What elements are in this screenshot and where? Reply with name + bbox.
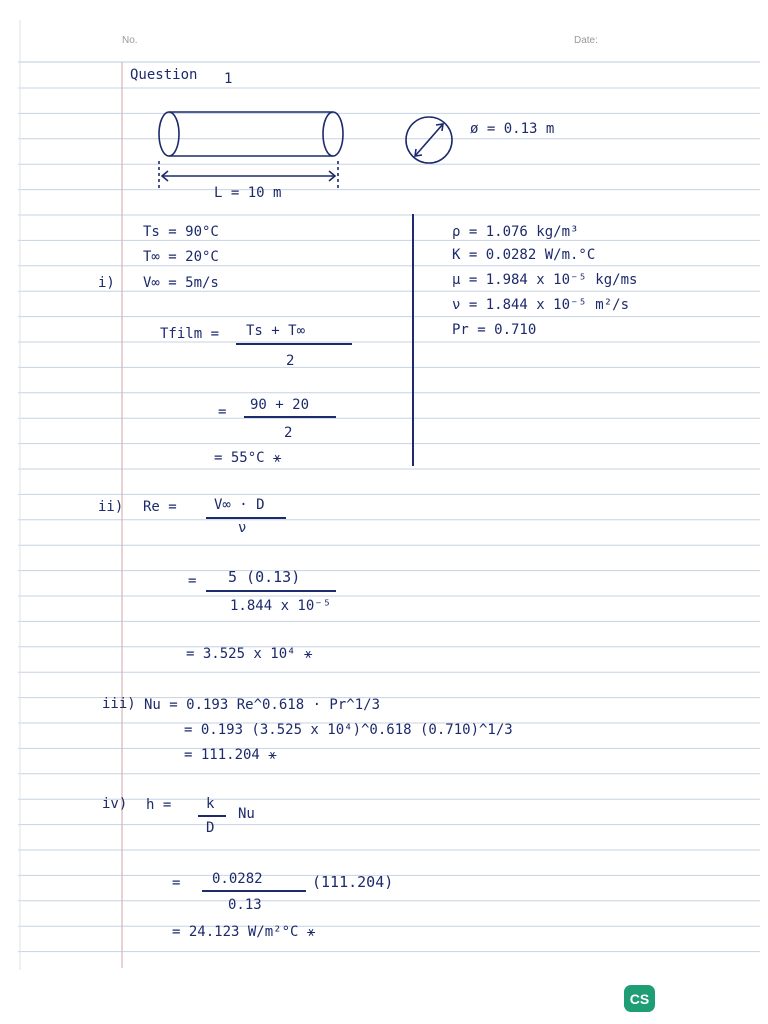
reynolds-equals: =: [188, 573, 197, 589]
prop-conductivity: K = 0.0282 W/m.°C: [452, 247, 596, 263]
given-tinf: T∞ = 20°C: [143, 249, 219, 265]
h-substituted-bar: [202, 890, 306, 892]
step-i-label: i): [98, 275, 115, 291]
reynolds-fraction-bar: [206, 517, 286, 519]
diameter-label: ø = 0.13 m: [470, 121, 555, 137]
h-substituted-factor: (111.204): [312, 873, 394, 891]
h-denominator: D: [206, 820, 215, 836]
reynolds-numerator: V∞ · D: [214, 497, 265, 513]
tfilm-substituted-numerator: 90 + 20: [250, 397, 310, 413]
given-vinf: V∞ = 5m/s: [143, 275, 219, 291]
prop-kinematic-viscosity: ν = 1.844 x 10⁻⁵ m²/s: [452, 297, 630, 313]
tfilm-result: = 55°C ⚹: [214, 450, 282, 466]
nusselt-result: = 111.204 ⚹: [184, 747, 277, 763]
h-lhs: h =: [146, 797, 172, 813]
question-number: 1: [224, 71, 233, 87]
step-ii-label: ii): [98, 499, 124, 515]
reynolds-substituted-numerator: 5 (0.13): [228, 568, 301, 586]
h-numerator: k: [206, 796, 215, 812]
nusselt-substitution: = 0.193 (3.525 x 10⁴)^0.618 (0.710)^1/3: [184, 722, 513, 738]
reynolds-lhs: Re =: [143, 499, 177, 515]
reynolds-substituted-bar: [206, 590, 336, 592]
date-label: Date:: [574, 35, 598, 46]
camscanner-logo-text: CS: [629, 990, 650, 1007]
tfilm-substituted-bar: [244, 416, 336, 418]
tfilm-equals: =: [218, 404, 227, 420]
no-label: No.: [122, 35, 138, 46]
h-substituted-numerator: 0.0282: [212, 871, 263, 887]
h-equals: =: [172, 875, 181, 891]
reynolds-result: = 3.525 x 10⁴ ⚹: [186, 646, 313, 662]
question-title: Question: [130, 67, 198, 83]
tfilm-lhs: Tfilm =: [160, 326, 220, 342]
prop-density: ρ = 1.076 kg/m³: [452, 224, 579, 240]
cross-section-sketch: [403, 114, 459, 168]
step-iii-label: iii): [102, 696, 136, 712]
h-substituted-denominator: 0.13: [228, 897, 262, 913]
camscanner-logo: [624, 985, 655, 1012]
tfilm-substituted-denominator: 2: [284, 425, 293, 441]
h-nusselt-factor: Nu: [238, 806, 255, 822]
nusselt-correlation: Nu = 0.193 Re^0.618 · Pr^1/3: [144, 697, 381, 713]
tfilm-denominator: 2: [286, 353, 295, 369]
tfilm-numerator: Ts + T∞: [246, 323, 306, 339]
column-divider: [412, 214, 414, 466]
tfilm-fraction-bar: [236, 343, 352, 345]
h-result: = 24.123 W/m²°C ⚹: [172, 924, 316, 940]
reynolds-substituted-denominator: 1.844 x 10⁻⁵: [230, 598, 332, 614]
step-iv-label: iv): [102, 796, 128, 812]
given-ts: Ts = 90°C: [143, 224, 219, 240]
prop-viscosity: μ = 1.984 x 10⁻⁵ kg/ms: [452, 272, 638, 288]
length-label: L = 10 m: [214, 185, 282, 201]
reynolds-denominator: ν: [238, 520, 247, 536]
prop-prandtl: Pr = 0.710: [452, 322, 537, 338]
h-fraction-bar: [198, 815, 226, 817]
